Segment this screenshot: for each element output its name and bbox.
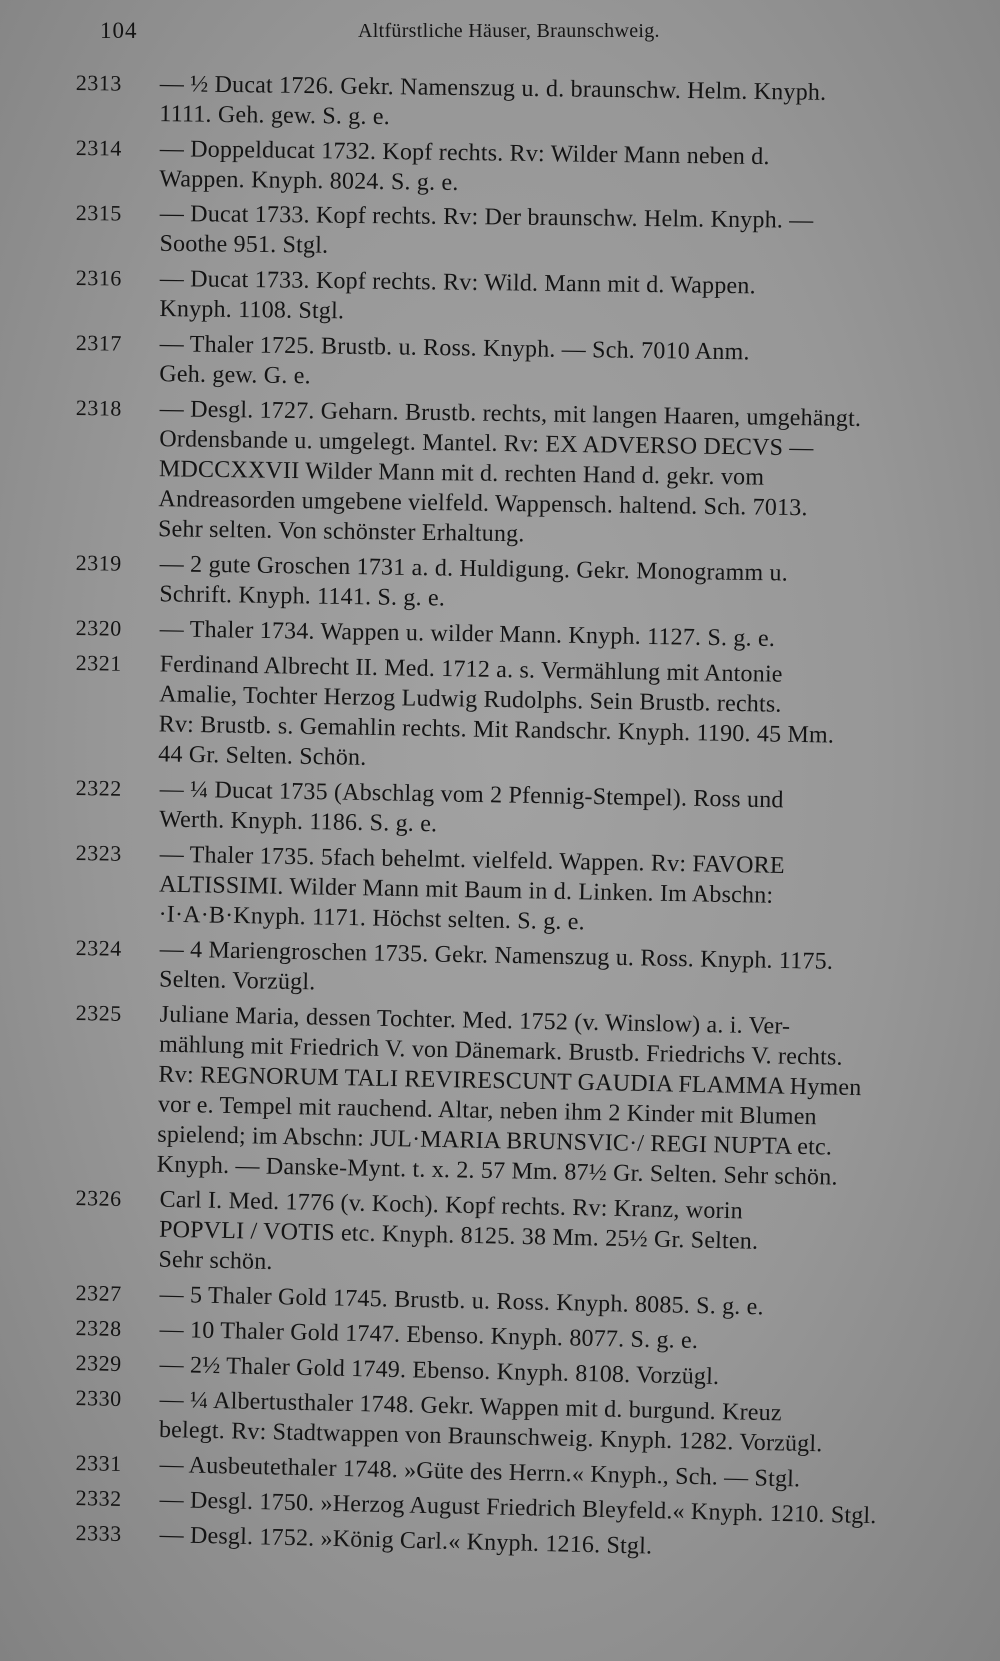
entry-text: — 5 Thaler Gold 1745. Brustb. u. Ross. Knyph. 8085. S. g. e.: [159, 1281, 765, 1321]
entry-text: vor e. Tempel mit rauchend. Altar, neben ihm 2 Kinder mit Blumen: [157, 1091, 818, 1131]
entry-text: belegt. Rv: Stadtwappen von Braunschweig. Knyph. 1282. Vorzügl.: [158, 1416, 823, 1458]
entry-text: Rv: REGNORUM TALI REVIRESCUNT GAUDIA FLAMMA Hymen: [158, 1061, 862, 1102]
entry-text: — Desgl. 1727. Geharn. Brustb. rechts, mit langen Haaren, umgehängt.: [159, 396, 862, 432]
lot-number: 2332: [75, 1484, 122, 1512]
entry-text: — 10 Thaler Gold 1747. Ebenso. Knyph. 8077. S. g. e.: [159, 1316, 699, 1355]
entry-text: — Desgl. 1752. »König Carl.« Knyph. 1216. Stgl.: [159, 1521, 653, 1560]
catalog-entry: [74, 1183, 940, 1290]
catalog-entry: [75, 328, 940, 400]
lot-number: 2319: [75, 549, 122, 576]
entry-text: MDCCXXVII Wilder Mann mit d. rechten Hand d. gekr. vom: [158, 456, 765, 491]
catalog-entries: [75, 68, 940, 1560]
catalog-entry: [73, 998, 940, 1195]
entry-text: Sehr schön.: [158, 1246, 273, 1275]
running-title: Altfürstliche Häuser, Braunschweig.: [358, 20, 660, 42]
page-header: [100, 14, 900, 50]
lot-number: 2320: [75, 614, 122, 641]
entry-text: ALTISSIMI. Wilder Mann mit Baum in d. Linken. Im Abschn:: [158, 871, 774, 909]
entry-text: ·I·A·B·Knyph. 1171. Höchst selten. S. g. e.: [158, 901, 586, 936]
entry-text: — 2½ Thaler Gold 1749. Ebenso. Knyph. 8108. Vorzügl.: [159, 1351, 720, 1391]
entry-text: Juliane Maria, dessen Tochter. Med. 1752 (v. Winslow) a. i. Ver-: [159, 1001, 791, 1040]
entry-text: Sehr selten. Von schönster Erhaltung.: [157, 516, 525, 548]
lot-number: 2323: [75, 839, 122, 866]
lot-number: 2325: [75, 999, 122, 1026]
entry-text: — ¼ Ducat 1735 (Abschlag vom 2 Pfennig-Stempel). Ross und: [159, 776, 784, 814]
entry-text: mählung mit Friedrich V. von Dänemark. Brustb. Friedrichs V. rechts.: [158, 1031, 843, 1071]
lot-number: 2318: [75, 394, 122, 421]
entry-text: — Thaler 1734. Wappen u. wilder Mann. Knyph. 1127. S. g. e.: [159, 616, 776, 652]
entry-text: Carl I. Med. 1776 (v. Koch). Kopf rechts. Rv: Kranz, worin: [159, 1186, 744, 1225]
catalog-entry: [74, 393, 940, 555]
entry-text: — 4 Mariengroschen 1735. Gekr. Namenszug u. Ross. Knyph. 1175.: [159, 936, 834, 975]
catalog-entry: [75, 198, 940, 267]
lot-number: 2324: [75, 934, 122, 961]
entry-text: — ¼ Albertusthaler 1748. Gekr. Wappen mit d. burgund. Kreuz: [159, 1386, 783, 1427]
lot-number: 2322: [75, 774, 122, 801]
lot-number: 2331: [75, 1449, 122, 1477]
entry-text: spielend; im Abschn: JUL·MARIA BRUNSVIC·/ REGI NUPTA etc.: [157, 1121, 833, 1161]
entry-text: — Thaler 1735. 5fach behelmt. vielfeld. Wappen. Rv: FAVORE: [159, 841, 785, 879]
lot-number: 2317: [75, 329, 122, 356]
catalog-entry: [75, 133, 940, 204]
catalog-entry: [74, 838, 940, 944]
lot-number: 2326: [75, 1184, 122, 1211]
entry-text: — Ducat 1733. Kopf rechts. Rv: Wild. Mann mit d. Wappen.: [159, 266, 756, 300]
catalog-entry: [75, 933, 940, 1009]
entry-text: Schrift. Knyph. 1141. S. g. e.: [159, 581, 446, 612]
catalog-entry: [75, 68, 940, 139]
entry-text: Amalie, Tochter Herzog Ludwig Rudolphs. Sein Brustb. rechts.: [159, 681, 782, 718]
entry-text: Geh. gew. G. e.: [159, 361, 311, 390]
entry-text: Rv: Brustb. s. Gemahlin rechts. Mit Randschr. Knyph. 1190. 45 Mm.: [158, 711, 835, 749]
entry-text: — Ducat 1733. Kopf rechts. Rv: Der braunschw. Helm. Knyph. —: [159, 200, 814, 234]
catalog-entry: [75, 773, 940, 848]
entry-text: — ½ Ducat 1726. Gekr. Namenszug u. d. braunschw. Helm. Knyph.: [159, 71, 827, 106]
entry-text: Wappen. Knyph. 8024. S. g. e.: [159, 166, 459, 197]
lot-number: 2321: [75, 649, 122, 676]
lot-number: 2328: [75, 1314, 122, 1341]
entry-text: — Desgl. 1750. »Herzog August Friedrich Bleyfeld.« Knyph. 1210. Stgl.: [159, 1486, 877, 1530]
entry-text: — Doppelducat 1732. Kopf rechts. Rv: Wilder Mann neben d.: [159, 136, 770, 171]
entry-text: Ferdinand Albrecht II. Med. 1712 a. s. Vermählung mit Antonie: [159, 651, 783, 688]
lot-number: 2314: [75, 134, 122, 161]
lot-number: 2330: [75, 1384, 122, 1411]
entry-text: POPVLI / VOTIS etc. Knyph. 8125. 38 Mm. 25½ Gr. Selten.: [158, 1216, 759, 1255]
lot-number: 2327: [75, 1279, 122, 1306]
catalog-entry: [75, 263, 940, 334]
entry-text: Andreasorden umgebene vielfeld. Wappensch. haltend. Sch. 7013.: [158, 486, 808, 522]
entry-text: Knyph. 1108. Stgl.: [159, 296, 345, 325]
catalog-entry: [75, 548, 940, 621]
lot-number: 2316: [75, 264, 122, 291]
lot-number: 2333: [75, 1519, 122, 1547]
entry-text: Selten. Vorzügl.: [158, 966, 316, 996]
entry-text: Soothe 951. Stgl.: [159, 230, 329, 259]
entry-text: Knyph. — Danske-Mynt. t. x. 2. 57 Mm. 87½ Gr. Selten. Sehr schön.: [156, 1151, 838, 1191]
entry-text: Ordensbande u. umgelegt. Mantel. Rv: EX ADVERSO DECVS —: [159, 426, 814, 462]
lot-number: 2315: [75, 199, 122, 226]
lot-number: 2313: [75, 69, 122, 96]
entry-text: — 2 gute Groschen 1731 a. d. Huldigung. Gekr. Monogramm u.: [159, 551, 789, 587]
entry-text: 44 Gr. Selten. Schön.: [158, 741, 367, 771]
entry-text: — Ausbeutethaler 1748. »Güte des Herrn.« Knyph., Sch. — Stgl.: [159, 1451, 801, 1493]
catalog-entry: [74, 648, 940, 782]
entry-text: 1111. Geh. gew. S. g. e.: [159, 101, 391, 131]
page-number: 104: [100, 18, 138, 43]
lot-number: 2329: [75, 1349, 122, 1376]
entry-text: — Thaler 1725. Brustb. u. Ross. Knyph. — Sch. 7010 Anm.: [159, 331, 750, 366]
entry-text: Werth. Knyph. 1186. S. g. e.: [158, 806, 438, 838]
